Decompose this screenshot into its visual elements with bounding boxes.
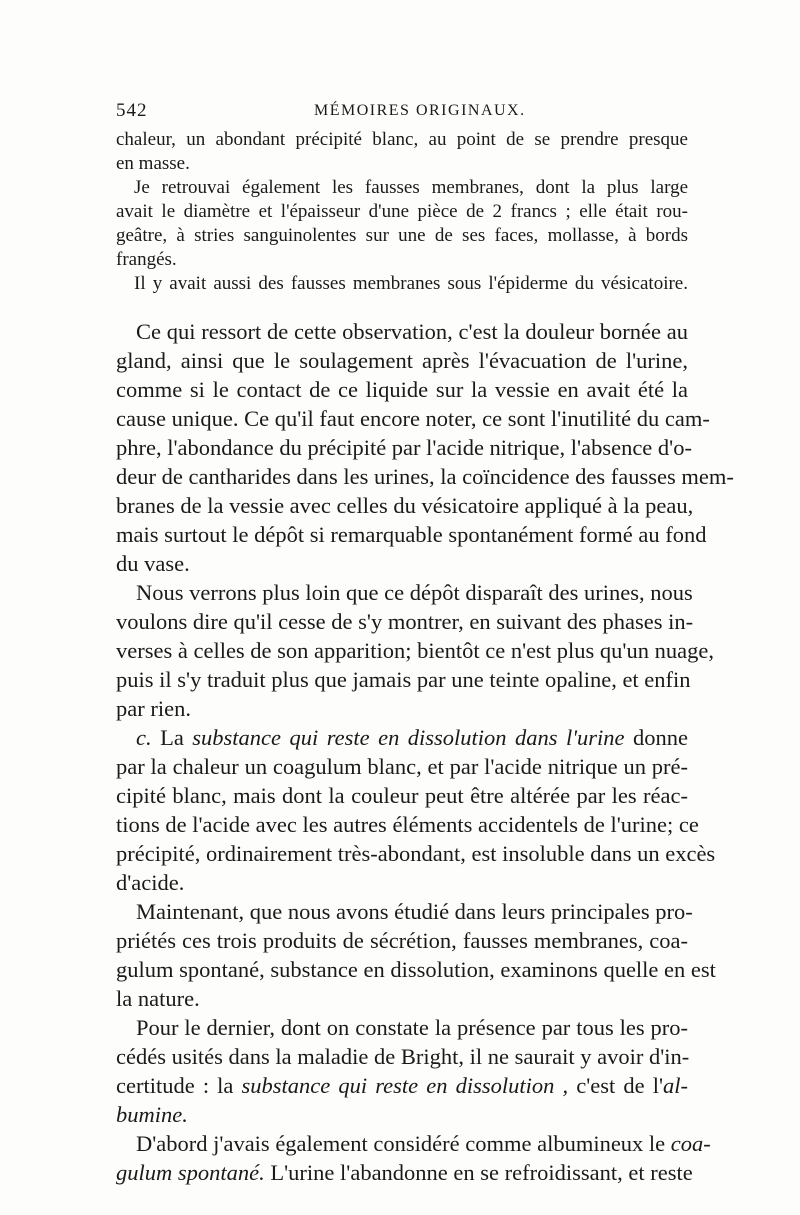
text-line-certitude — [116, 1072, 688, 1100]
text-line: Il y avait aussi des fausses membranes sous l'épiderme du vésicatoire. — [134, 273, 688, 294]
text-line: Nous verrons plus loin que ce dépôt disparaît des urines, nous — [136, 580, 693, 605]
text-line: Ce qui ressort de cette observation, c'est la douleur bornée au — [136, 319, 688, 344]
text-line: avait le diamètre et l'épaisseur d'une pièce de 2 francs ; elle était rou- — [116, 201, 688, 222]
text-line: phre, l'abondance du précipité par l'acide nitrique, l'absence d'o- — [116, 435, 692, 460]
gulum-italic-phrase: gulum spontané. — [116, 1160, 265, 1185]
c-marker: c. — [136, 725, 152, 750]
text-line: chaleur, un abondant précipité blanc, au point de se prendre presque — [116, 129, 688, 150]
text-line: par rien. — [116, 696, 191, 721]
text-line-c-paragraph — [116, 724, 688, 752]
certitude-start: certitude : la — [116, 1073, 234, 1098]
page-number: 542 — [116, 100, 148, 121]
text-line: Maintenant, que nous avons étudié dans leurs principales pro- — [136, 899, 693, 924]
text-line: du vase. — [116, 551, 190, 576]
text-line: la nature. — [116, 986, 200, 1011]
text-line: branes de la vessie avec celles du vésicatoire appliqué à la peau, — [116, 493, 694, 518]
coa-fragment: coa- — [670, 1131, 711, 1156]
c-line-tail: donne — [633, 725, 689, 750]
text-line: geâtre, à stries sanguinolentes sur une de ses faces, mollasse, à bords — [116, 225, 688, 246]
text-line: deur de cantharides dans les urines, la coïncidence des fausses mem- — [116, 464, 734, 489]
text-line: précipité, ordinairement très-abondant, est insoluble dans un excès — [116, 841, 716, 866]
text-line: gland, ainsi que le soulagement après l'évacuation de l'urine, — [116, 348, 688, 373]
text-line: voulons dire qu'il cesse de s'y montrer, en suivant des phases in- — [116, 609, 694, 634]
al-fragment: al- — [663, 1073, 688, 1098]
page-header — [116, 100, 684, 128]
running-title: MÉMOIRES ORIGINAUX. — [314, 102, 526, 119]
text-line: gulum spontané, substance en dissolution, examinons quelle en est — [116, 957, 716, 982]
text-line: cipité blanc, mais dont la couleur peut être altérée par les réac- — [116, 783, 688, 808]
certitude-italic-phrase: substance qui reste en dissolution , — [241, 1073, 569, 1098]
text-line-albumine — [116, 1101, 688, 1129]
dabord-start: D'abord j'avais également considéré comme albumineux le — [136, 1131, 666, 1156]
text-line: par la chaleur un coagulum blanc, et par l'acide nitrique un pré- — [116, 754, 688, 779]
text-line: frangés. — [116, 249, 177, 270]
text-line: d'acide. — [116, 870, 185, 895]
text-line-gulum — [116, 1159, 693, 1187]
text-line: Pour le dernier, dont on constate la présence par tous les pro- — [136, 1015, 688, 1040]
text-line: cédés usités dans la maladie de Bright, il ne saurait y avoir d'in- — [116, 1044, 690, 1069]
text-line-dabord — [116, 1130, 711, 1158]
text-line: Je retrouvai également les fausses membranes, dont la plus large — [134, 177, 688, 198]
text-line: puis il s'y traduit plus que jamais par une teinte opaline, et enfin — [116, 667, 691, 692]
text-line: priétés ces trois produits de sécrétion, fausses membranes, coa- — [116, 928, 688, 953]
text-line: comme si le contact de ce liquide sur la vessie en avait été la — [116, 377, 688, 402]
albumine-word: bumine. — [116, 1102, 188, 1127]
gulum-tail: L'urine l'abandonne en se refroidissant, et reste — [270, 1160, 693, 1185]
text-line: cause unique. Ce qu'il faut encore noter, ce sont l'inutilité du cam- — [116, 406, 710, 431]
text-line: tions de l'acide avec les autres éléments accidentels de l'urine; ce — [116, 812, 699, 837]
certitude-middle: c'est de l' — [576, 1073, 663, 1098]
text-line: mais surtout le dépôt si remarquable spontanément formé au fond — [116, 522, 707, 547]
c-label: La — [160, 725, 184, 750]
text-line: en masse. — [116, 153, 190, 174]
text-line: verses à celles de son apparition; bientôt ce n'est plus qu'un nuage, — [116, 638, 714, 663]
c-italic-phrase: substance qui reste en dissolution dans l'urine — [192, 725, 625, 750]
